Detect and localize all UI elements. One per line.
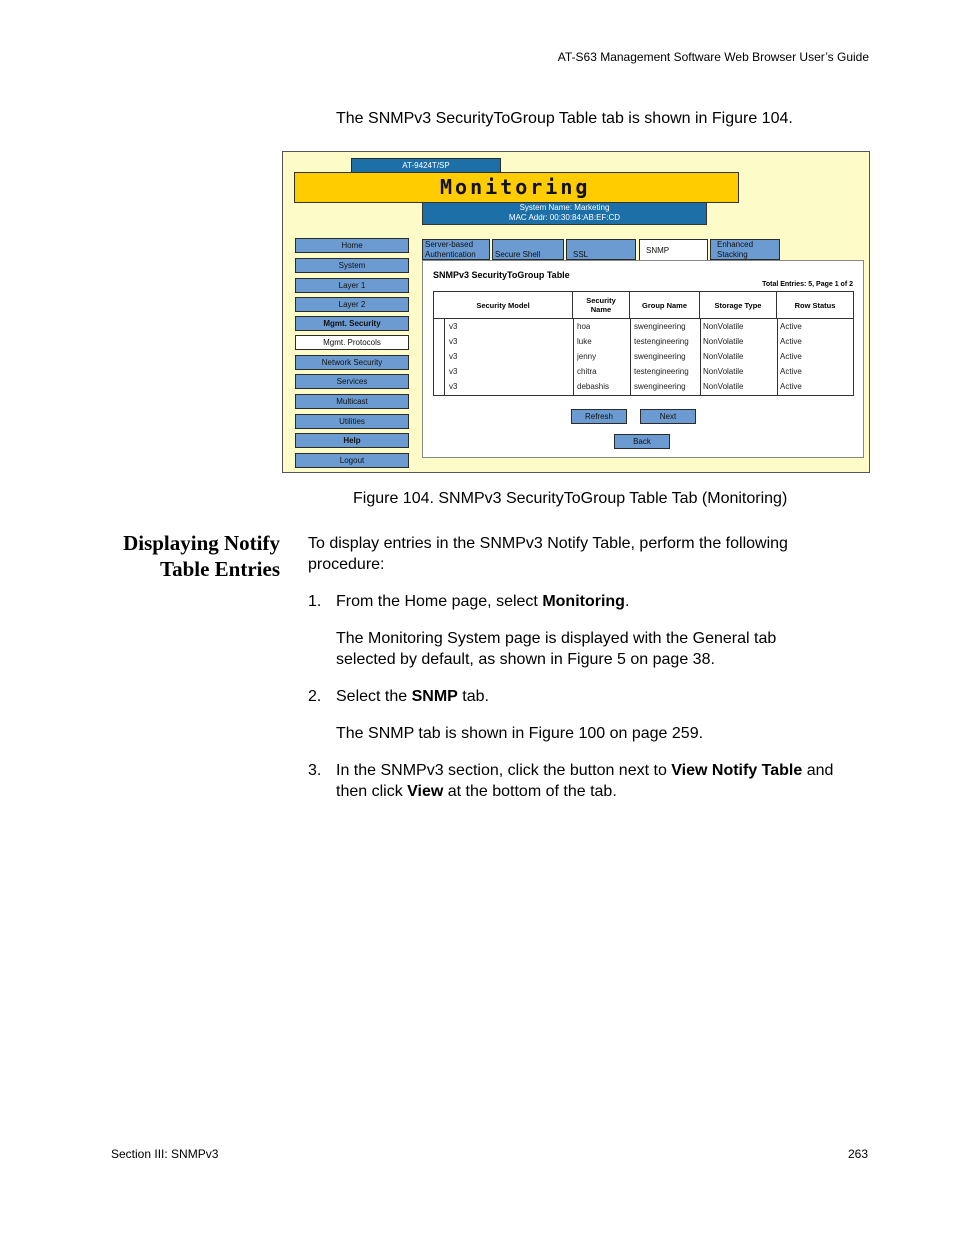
monitoring-banner	[294, 172, 739, 203]
nav-system[interactable]: System	[295, 258, 409, 273]
step-1-number: 1.	[308, 593, 322, 610]
nav-mgmt-protocols[interactable]: Mgmt. Protocols	[295, 335, 409, 350]
col-group-name: Group Name	[630, 292, 700, 319]
mac-addr: MAC Addr: 00:30:84:AB:EF:CD	[508, 213, 621, 222]
tab-secure-shell[interactable]: Secure Shell	[492, 239, 564, 260]
next-button[interactable]: Next	[640, 409, 696, 424]
banner-title: Monitoring	[440, 175, 591, 199]
nav-network-security[interactable]: Network Security	[295, 355, 409, 370]
system-info-box	[422, 202, 707, 225]
nav-home[interactable]: Home	[295, 238, 409, 253]
nav-help[interactable]: Help	[295, 433, 409, 448]
step-3: In the SNMPv3 section, click the button next to View Notify Table and then click View at the bottom of the tab.	[336, 762, 834, 800]
system-name: System Name: Marketing	[519, 203, 610, 212]
col-row-status: Row Status	[777, 292, 853, 319]
nav-utilities[interactable]: Utilities	[295, 414, 409, 429]
intro-text: The SNMPv3 SecurityToGroup Table tab is shown in Figure 104.	[336, 110, 793, 127]
back-button[interactable]: Back	[614, 434, 670, 449]
tab-enhanced-stacking[interactable]: Enhanced Stacking	[710, 239, 780, 260]
step-2-number: 2.	[308, 688, 322, 705]
footer-section: Section III: SNMPv3	[111, 1147, 219, 1161]
step-1-note: The Monitoring System page is displayed with the General tab selected by default, as shown in Figure 5 on page 38.	[336, 630, 777, 668]
tab-snmp[interactable]: SNMP	[639, 239, 708, 260]
tab-content-panel	[422, 260, 864, 458]
nav-multicast[interactable]: Multicast	[295, 394, 409, 409]
section-heading: Displaying Notify Table Entries	[123, 531, 280, 581]
step-2-note: The SNMP tab is shown in Figure 100 on page 259.	[336, 725, 704, 742]
nav-logout[interactable]: Logout	[295, 453, 409, 468]
page-header: AT-S63 Management Software Web Browser User’s Guide	[557, 50, 869, 64]
section-intro: To display entries in the SNMPv3 Notify Table, perform the following procedure:	[308, 535, 788, 573]
content-title: SNMPv3 SecurityToGroup Table	[433, 270, 570, 280]
model-tab[interactable]: AT-9424T/SP	[351, 158, 501, 174]
nav-layer2[interactable]: Layer 2	[295, 297, 409, 312]
step-3-number: 3.	[308, 762, 322, 779]
nav-layer1[interactable]: Layer 1	[295, 278, 409, 293]
step-2: Select the SNMP tab.	[336, 688, 489, 705]
figure-caption: Figure 104. SNMPv3 SecurityToGroup Table Tab (Monitoring)	[353, 490, 788, 507]
figure-screenshot	[282, 151, 870, 473]
col-storage-type: Storage Type	[700, 292, 777, 319]
footer-page-number: 263	[847, 1147, 868, 1161]
refresh-button[interactable]: Refresh	[571, 409, 627, 424]
tab-ssl[interactable]: SSL	[566, 239, 636, 260]
nav-services[interactable]: Services	[295, 374, 409, 389]
nav-mgmt-security[interactable]: Mgmt. Security	[295, 316, 409, 331]
step-1: From the Home page, select Monitoring.	[336, 593, 630, 610]
tab-server-based-authentication[interactable]: Server-based Authentication	[422, 239, 490, 260]
col-security-name: Security Name	[573, 292, 630, 319]
security-to-group-table: Security Model Security Name Group Name Storage Type Row Status v3 hoa swengineering NonVolatile Active v3 luke testengineering NonVolatile Active v3 jenny swengineering NonVolatile Active v3 chitra testengineering NonVolatile Active v3 debashis swengineering NonVolatile Active	[433, 291, 854, 396]
total-entries: Total Entries: 5, Page 1 of 2	[762, 281, 853, 288]
col-security-model: Security Model	[434, 292, 573, 319]
